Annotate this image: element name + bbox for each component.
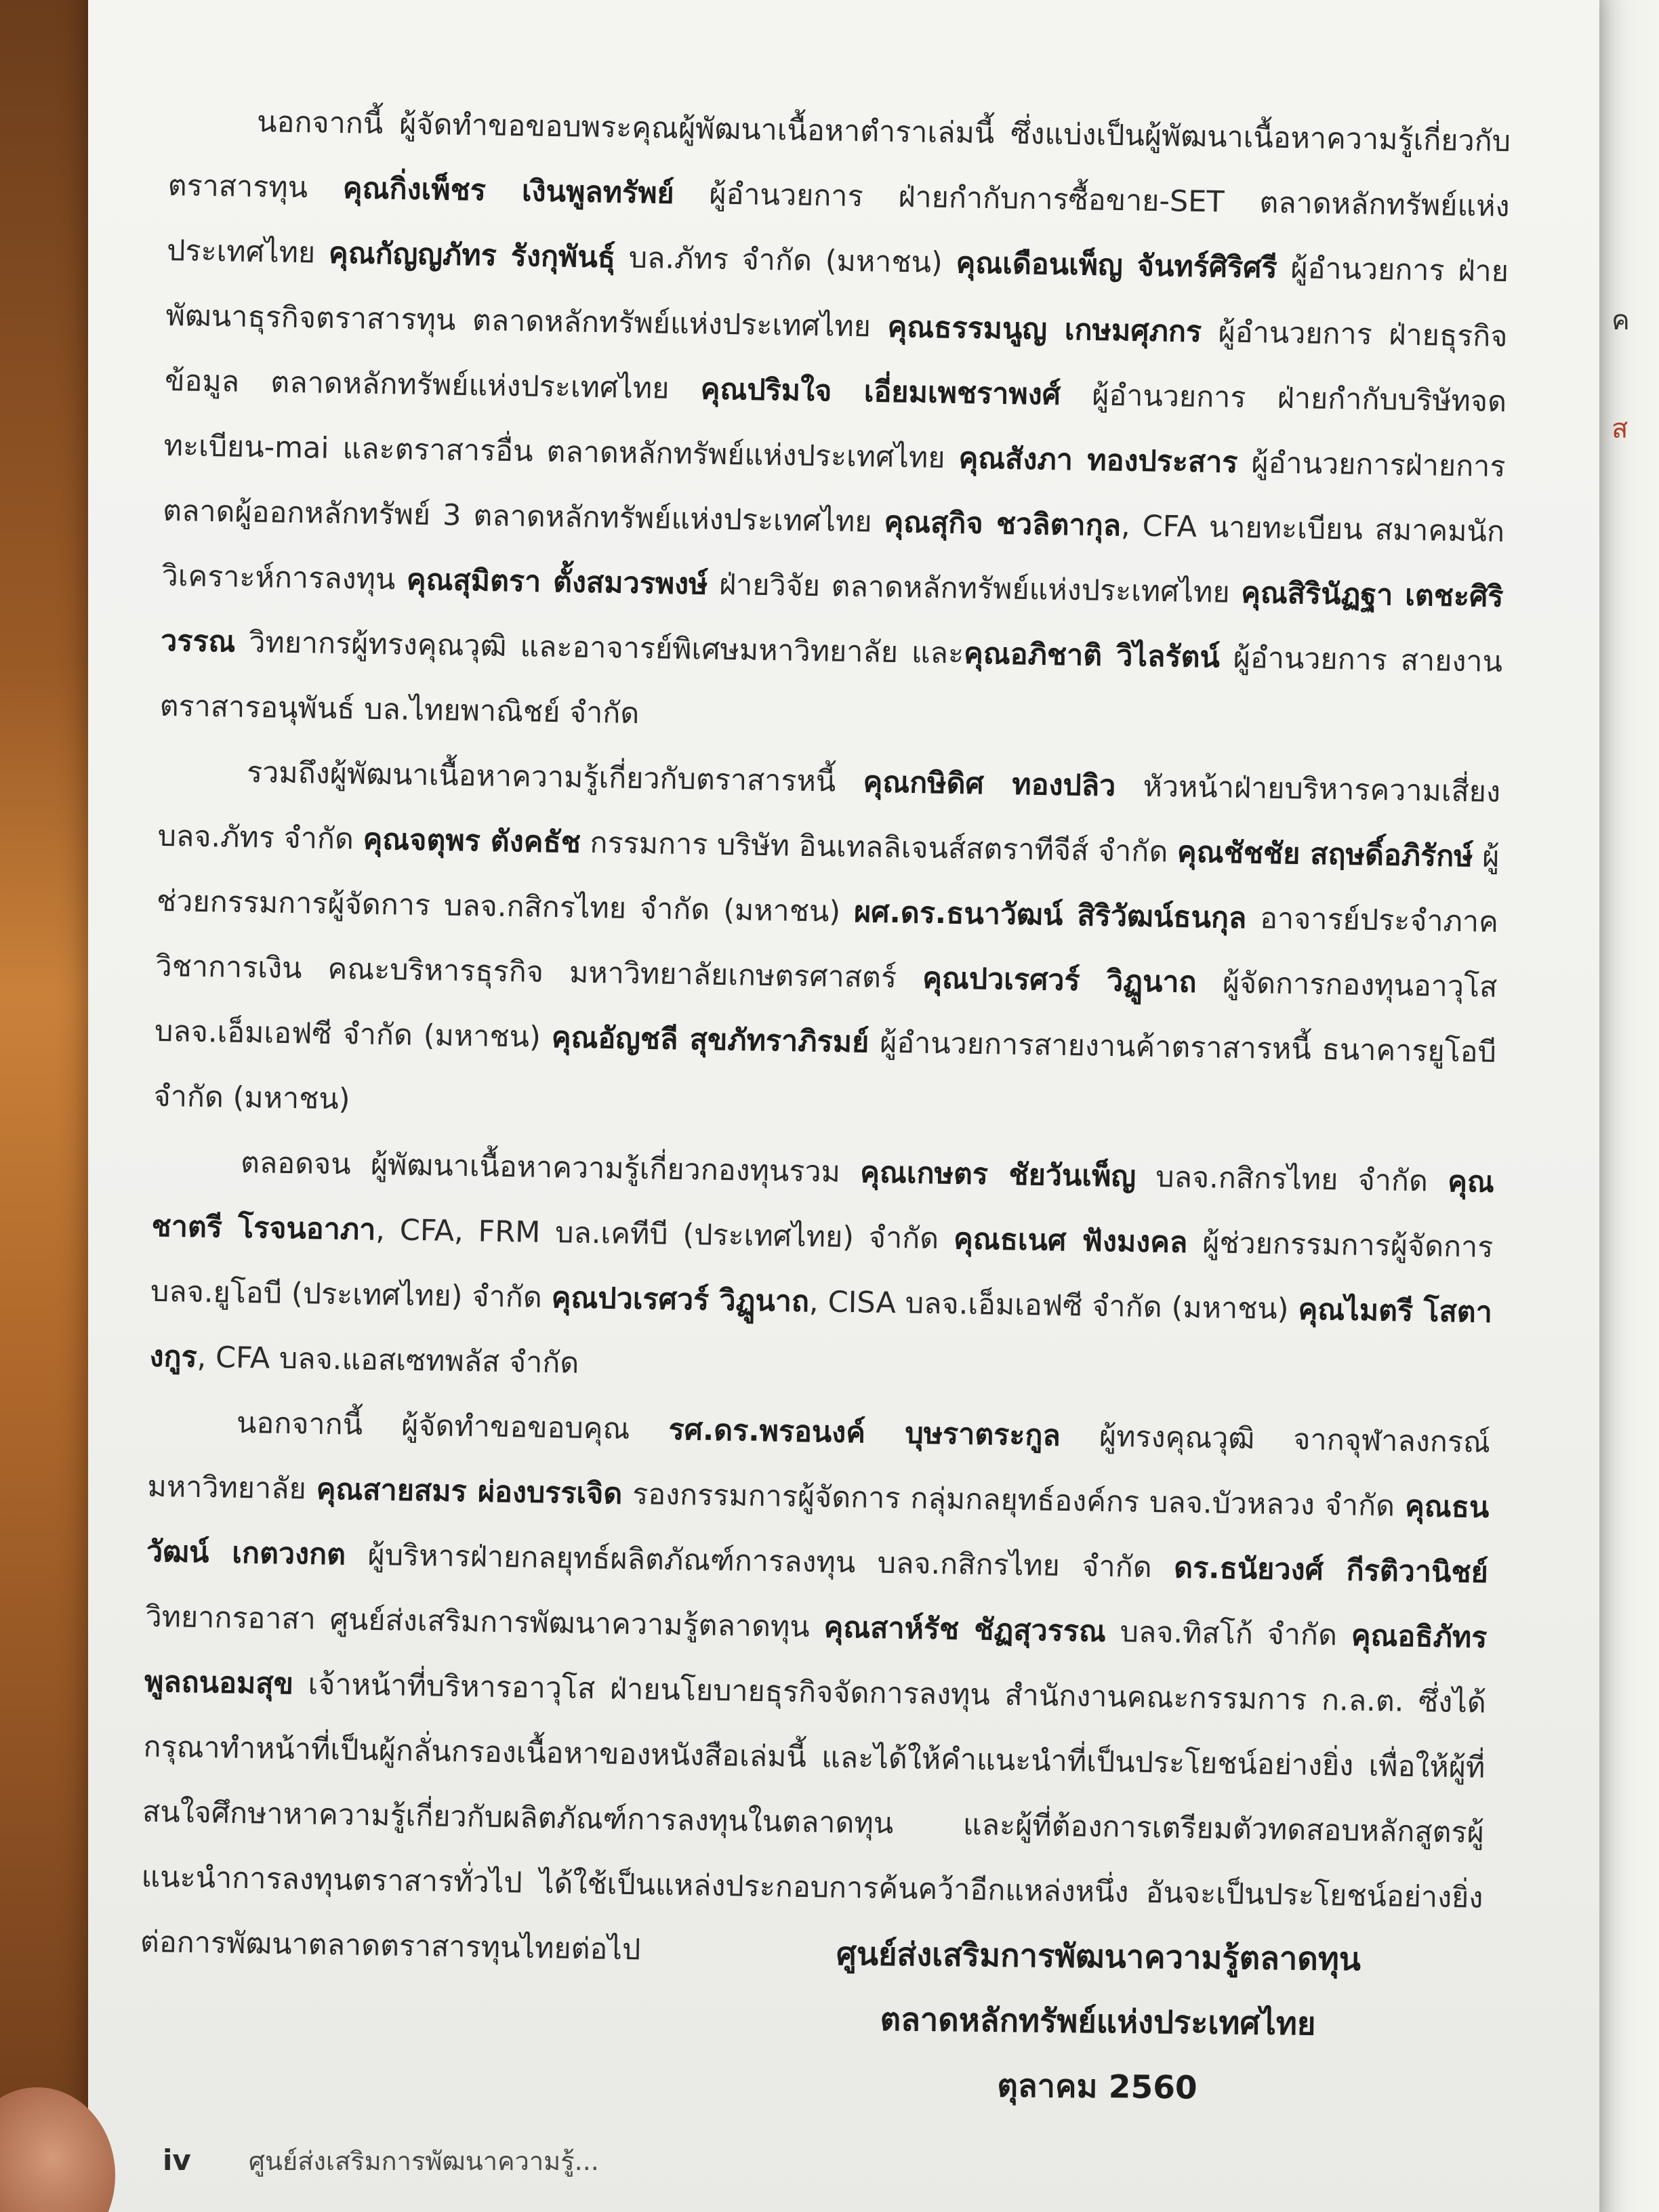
person-name: คุณอภิชาติ วิไลรัตน์ (963, 636, 1221, 675)
person-name: คุณอัญชลี สุขภัทราภิรมย์ (551, 1021, 869, 1060)
body-text: , CFA, FRM บล.เคทีบี (ประเทศไทย) จำกัด (375, 1212, 954, 1256)
person-name: รศ.ดร.พรอนงค์ บุษราตระกูล (668, 1412, 1061, 1453)
person-name: คุณสังภา ทองประสาร (958, 441, 1238, 480)
page-number: iv (163, 2144, 191, 2177)
person-name: คุณกิ่งเพ็ชร เงินพูลทรัพย์ (342, 171, 675, 211)
body-text: ผู้อำนวยการ ฝ่ายกำกับการซื้อขาย-SET ตลาดหลักทรัพย์แห่งประเทศไทย (166, 176, 1510, 270)
body-text: รองกรรมการผู้จัดการ กลุ่มกลยุทธ์องค์กร บลจ.บัวหลวง จำกัด (621, 1477, 1406, 1523)
adjacent-page-glyph: ค (1612, 305, 1630, 336)
signature-organization: ศูนย์ส่งเสริมการพัฒนาความรู้ตลาดทุน (836, 1935, 1361, 1979)
body-text: ผู้อำนวยการ ฝ่ายพัฒนาธุรกิจตราสารทุน ตลาดหลักทรัพย์แห่งประเทศไทย (165, 251, 1509, 344)
body-text: บลจ.กสิกรไทย จำกัด (1135, 1160, 1448, 1199)
body-text: ผู้บริหารฝ่ายกลยุทธ์ผลิตภัณฑ์การลงทุน บลจ.กสิกรไทย จำกัด (345, 1538, 1174, 1585)
signature-block (758, 1921, 1438, 2123)
person-name: คุณชาตรี โรจนอาภา (151, 1164, 1495, 1247)
person-name: คุณไมตรี โสตางกูร (149, 1292, 1493, 1374)
body-text: ผู้อำนวยการ สายงานตราสารอนุพันธ์ บล.ไทยพาณิชย์ จำกัด (159, 640, 1503, 731)
person-name: คุณธเนศ ฟังมงคล (953, 1222, 1188, 1260)
paragraph (153, 739, 1501, 1150)
page-footer (163, 2140, 599, 2182)
person-name: คุณสาห์รัช ชัฏสุวรรณ (823, 1610, 1107, 1649)
adjacent-page-glyph: ส (1612, 413, 1629, 445)
person-name: คุณชัชชัย สฤษดิ์อภิรักษ์ (1176, 835, 1473, 874)
body-text: หัวหน้าฝ่ายบริหารความเสี่ยง บลจ.ภัทร จำกัด (157, 769, 1501, 857)
body-text: นอกจากนี้ ผู้จัดทำขอขอบพระคุณผู้พัฒนาเนื้อหาตำราเล่มนี้ ซึ่งแบ่งเป็นผู้พัฒนาเนื้อหาความรู้เกี่ยวกับตราสารทุน (167, 105, 1511, 206)
body-text: วิทยากรอาสา ศูนย์ส่งเสริมการพัฒนาความรู้ตลาดทุน (145, 1599, 824, 1645)
body-text: , CFA บลจ.แอสเซทพลัส จำกัด (197, 1340, 579, 1380)
body-text: นอกจากนี้ ผู้จัดทำขอขอบคุณ (236, 1406, 669, 1447)
paragraph (149, 1129, 1495, 1410)
person-name: คุณธนวัฒน์ เกตวงกต (146, 1489, 1490, 1572)
body-text: ตลอดจน ผู้พัฒนาเนื้อหาความรู้เกี่ยวกองทุนรวม (240, 1145, 861, 1190)
book-page (88, 0, 1599, 2212)
body-text: บลจ.ทิสโก้ จำกัด (1105, 1614, 1352, 1653)
running-footer: ศูนย์ส่งเสริมการพัฒนาความรู้... (248, 2146, 599, 2176)
person-name: คุณสุมิตรา ตั้งสมวรพงษ์ (406, 562, 708, 602)
body-text: เจ้าหน้าที่บริหารอาวุโส ฝ่ายนโยบายธุรกิจจัดการลงทุน สำนักงานคณะกรรมการ ก.ล.ต. ซึ่งได้กรุณาทำหน้าที่เป็นผู้กลั่นกรองเนื้อหาของหนังสือเล่มนี้ และได้ให้คำแนะนำที่เป็นประโยชน์อย่างยิ่ง เพื่อให้ผู้ที่สนใจศึกษาหาความรู้เกี่ยวกับผลิตภัณฑ์การลงทุนในตลาดทุน และผู้ที่ต้องการเตรียมตัวทดสอบหลักสูตรผู้แนะนำการลงทุนตราสารทั่วไป ได้ใช้เป็นแหล่งประกอบการค้นคว้าอีกแหล่งหนึ่ง อันจะเป็นประโยชน์อย่างยิ่งต่อการพัฒนาตลาดตราสารทุนไทยต่อไป (140, 1667, 1487, 1967)
person-name: คุณกษิดิศ ทองปลิว (863, 765, 1116, 804)
person-name: ผศ.ดร.ธนาวัฒน์ สิริวัฒน์ธนกุล (853, 895, 1247, 936)
person-name: คุณปวเรศวร์ วิฏูนาถ (922, 961, 1197, 1000)
signature-date: ตุลาคม 2560 (997, 2067, 1197, 2107)
body-text: วิทยากรผู้ทรงคุณวุฒิ และอาจารย์พิเศษมหาวิทยาลัย และ (235, 625, 964, 671)
body-text: กรรมการ บริษัท อินเทลลิเจนส์สตราทีจีส์ จำกัด (580, 825, 1178, 869)
person-name: คุณธรรมนูญ เกษมศุภกร (887, 310, 1202, 349)
body-text: ผู้อำนวยการฝ่ายการตลาดผู้ออกหลักทรัพย์ 3 ตลาดหลักทรัพย์แห่งประเทศไทย (162, 445, 1506, 539)
paragraph (159, 88, 1511, 760)
body-text: ผู้อำนวยการ ฝ่ายธุรกิจข้อมูล ตลาดหลักทรัพย์แห่งประเทศไทย (164, 314, 1508, 407)
person-name: คุณอธิภัทร พูลถนอมสุข (144, 1618, 1488, 1702)
body-text: บล.ภัทร จำกัด (มหาชน) (615, 241, 956, 281)
person-name: ดร.ธนัยวงศ์ กีรติวานิชย์ (1173, 1551, 1489, 1590)
body-text: ผู้อำนวยการ ฝ่ายกำกับบริษัทจดทะเบียน-mai และตราสารอื่น ตลาดหลักทรัพย์แห่งประเทศไทย (163, 377, 1507, 476)
person-name: คุณเดือนเพ็ญ จันทร์ศิริศรี (956, 246, 1278, 285)
body-text: ฝ่ายวิจัย ตลาดหลักทรัพย์แห่งประเทศไทย (708, 567, 1242, 610)
body-text: , CFA นายทะเบียน สมาคมนักวิเคราะห์การลงทุน (161, 509, 1505, 597)
desk-background (0, 0, 102, 2212)
body-text: ผู้จัดการกองทุนอาวุโส บลจ.เอ็มเอฟซี จำกัด (มหาชน) (154, 965, 1498, 1055)
body-text: ผู้อำนวยการสายงานค้าตราสารหนี้ ธนาคารยูโอบี จำกัด (มหาชน) (153, 1025, 1497, 1117)
person-name: คุณกัญญภัทร รังกุพันธุ์ (328, 236, 616, 275)
person-name: คุณปวเรศวร์ วิฏูนาถ (551, 1281, 810, 1319)
body-text: รวมถึงผู้พัฒนาเนื้อหาความรู้เกี่ยวกับตราสารหนี้ (246, 755, 863, 800)
person-name: คุณสุกิจ ชวลิตากุล (884, 505, 1122, 544)
body-text: ผู้ช่วยกรรมการผู้จัดการ บลจ.กสิกรไทย จำกัด (มหาชน) (156, 840, 1500, 930)
body-text: อาจารย์ประจำภาควิชาการเงิน คณะบริหารธุรกิจ มหาวิทยาลัยเกษตรศาสตร์ (155, 901, 1499, 996)
person-name: คุณปริมใจ เอี่ยมเพชราพงศ์ (700, 372, 1061, 412)
body-text: ผู้ช่วยกรรมการผู้จัดการ บลจ.ยูโอบี (ประเทศไทย) จำกัด (150, 1225, 1494, 1315)
paragraph (140, 1389, 1490, 1996)
body-text: , CISA บลจ.เอ็มเอฟซี จำกัด (มหาชน) (808, 1285, 1298, 1327)
person-name: คุณเกษตร ชัยวันเพ็ญ (859, 1155, 1136, 1194)
person-name: คุณสายสมร ผ่องบรรเจิด (316, 1472, 623, 1511)
person-name: คุณสิรินัฏฐา เตชะศิริวรรณ (160, 575, 1504, 659)
person-name: คุณจตุพร ตังคธัช (363, 822, 581, 860)
acknowledgement-body (140, 88, 1511, 1996)
signature-institution: ตลาดหลักทรัพย์แห่งประเทศไทย (880, 2001, 1316, 2043)
body-text: ผู้ทรงคุณวุฒิ จากจุฬาลงกรณ์มหาวิทยาลัย (147, 1418, 1491, 1507)
